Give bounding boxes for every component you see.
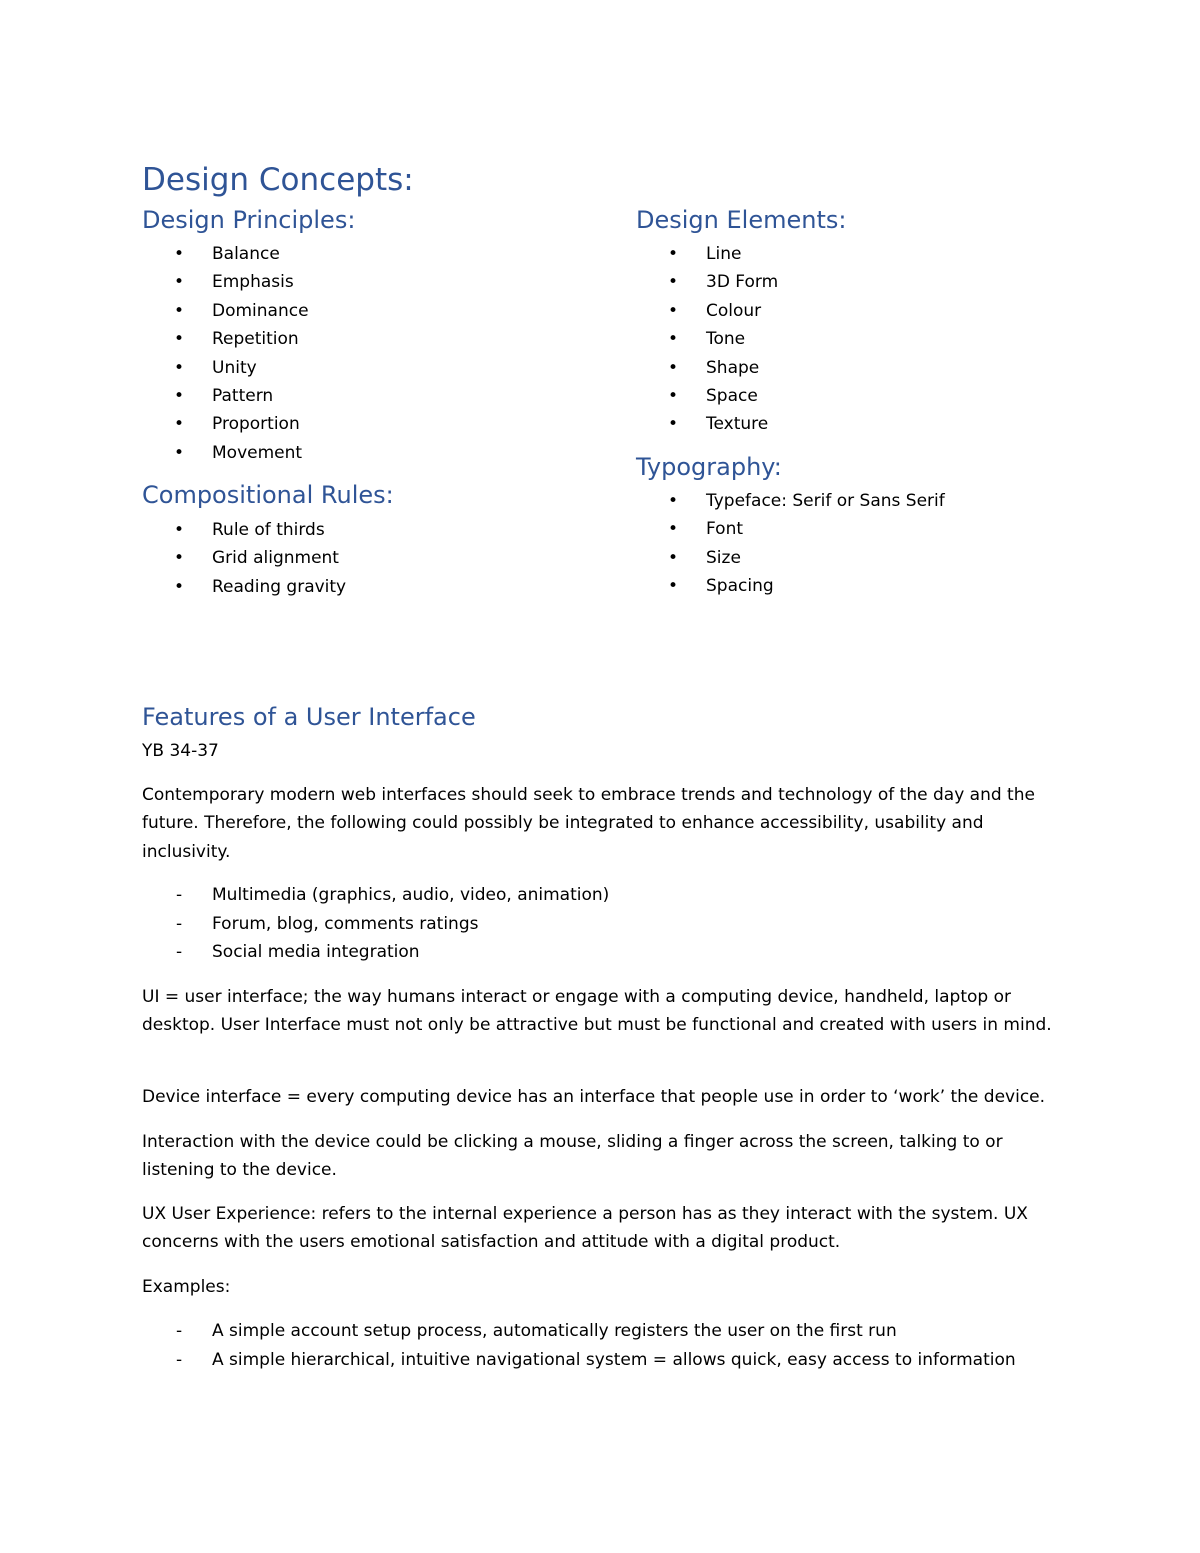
bullet-icon: •	[668, 576, 679, 597]
dash-icon: -	[176, 942, 183, 963]
bullet-icon: •	[174, 442, 185, 463]
ux-paragraph: UX User Experience: refers to the internal experience a person has as they interact with the system. UX concerns with the users emotional satisfaction and attitude with a digital product.	[142, 1204, 1028, 1253]
bullet-icon: •	[174, 385, 185, 406]
bullet-icon: •	[174, 576, 185, 597]
design-elements-heading: Design Elements:	[636, 206, 847, 234]
bullet-icon: •	[668, 329, 679, 350]
bullet-icon: •	[174, 329, 185, 350]
list-item: - A simple hierarchical, intuitive navigational system = allows quick, easy access to information	[142, 1346, 1016, 1375]
list-item: • Reading gravity	[142, 573, 346, 601]
bullet-icon: •	[174, 357, 185, 378]
bullet-icon: •	[668, 414, 679, 435]
list-item: • Unity	[142, 354, 309, 382]
interaction-paragraph: Interaction with the device could be clicking a mouse, sliding a finger across the screen, talking to or listening to the device.	[142, 1132, 1003, 1181]
list-item: • Grid alignment	[142, 544, 346, 572]
list-item: • Repetition	[142, 325, 309, 353]
list-item: • 3D Form	[636, 268, 778, 296]
bullet-icon: •	[174, 300, 185, 321]
compositional-rules-heading: Compositional Rules:	[142, 481, 394, 509]
examples-label: Examples:	[142, 1277, 231, 1297]
device-interface-paragraph: Device interface = every computing device has an interface that people use in order to ‘work’ the device.	[142, 1087, 1046, 1107]
intro-paragraph: Contemporary modern web interfaces should seek to embrace trends and technology of the day and the future. Therefore, the following could possibly be integrated to enhance accessibility, usability and inclusivity.	[142, 785, 1035, 862]
list-item: • Spacing	[636, 572, 945, 600]
ui-paragraph: UI = user interface; the way humans interact or engage with a computing device, handheld, laptop or desktop. User Interface must not only be attractive but must be functional and created with users in mind.	[142, 987, 1052, 1036]
dash-icon: -	[176, 1349, 183, 1370]
bullet-icon: •	[668, 357, 679, 378]
bullet-icon: •	[174, 244, 185, 264]
list-item: • Line	[636, 240, 778, 268]
list-item: - Multimedia (graphics, audio, video, animation)	[142, 881, 609, 910]
bullet-icon: •	[174, 414, 185, 435]
list-item: • Space	[636, 382, 778, 410]
list-item: • Balance	[142, 240, 309, 268]
list-item: • Size	[636, 544, 945, 572]
list-item: • Texture	[636, 410, 778, 438]
bullet-icon: •	[668, 300, 679, 321]
list-item: • Dominance	[142, 297, 309, 325]
list-item: • Shape	[636, 354, 778, 382]
compositional-rules-list	[142, 516, 346, 601]
bullet-icon: •	[174, 548, 185, 569]
list-item: - Forum, blog, comments ratings	[142, 910, 609, 939]
design-elements-list	[636, 240, 778, 439]
list-item: • Colour	[636, 297, 778, 325]
typography-list	[636, 487, 945, 601]
bullet-icon: •	[668, 491, 679, 511]
list-item: • Emphasis	[142, 268, 309, 296]
bullet-icon: •	[668, 519, 679, 540]
bullet-icon: •	[668, 244, 679, 264]
features-heading: Features of a User Interface	[142, 703, 476, 731]
examples-list	[142, 1317, 1016, 1374]
dash-icon: -	[176, 1321, 183, 1341]
list-item: - Social media integration	[142, 938, 609, 967]
reference-text: YB 34-37	[142, 741, 219, 761]
typography-heading: Typography:	[636, 453, 782, 481]
list-item: • Pattern	[142, 382, 309, 410]
list-item: • Typeface: Serif or Sans Serif	[636, 487, 945, 515]
design-principles-heading: Design Principles:	[142, 206, 356, 234]
features-list	[142, 881, 609, 967]
list-item: • Tone	[636, 325, 778, 353]
bullet-icon: •	[668, 272, 679, 293]
dash-icon: -	[176, 913, 183, 934]
dash-icon: -	[176, 885, 183, 905]
list-item: • Movement	[142, 439, 309, 467]
bullet-icon: •	[668, 385, 679, 406]
bullet-icon: •	[174, 272, 185, 293]
bullet-icon: •	[668, 547, 679, 568]
bullet-icon: •	[174, 520, 185, 540]
list-item: • Rule of thirds	[142, 516, 346, 544]
list-item: • Proportion	[142, 410, 309, 438]
page-title: Design Concepts:	[142, 162, 414, 198]
design-principles-list	[142, 240, 309, 467]
list-item: - A simple account setup process, automatically registers the user on the first run	[142, 1317, 1016, 1346]
list-item: • Font	[636, 515, 945, 543]
